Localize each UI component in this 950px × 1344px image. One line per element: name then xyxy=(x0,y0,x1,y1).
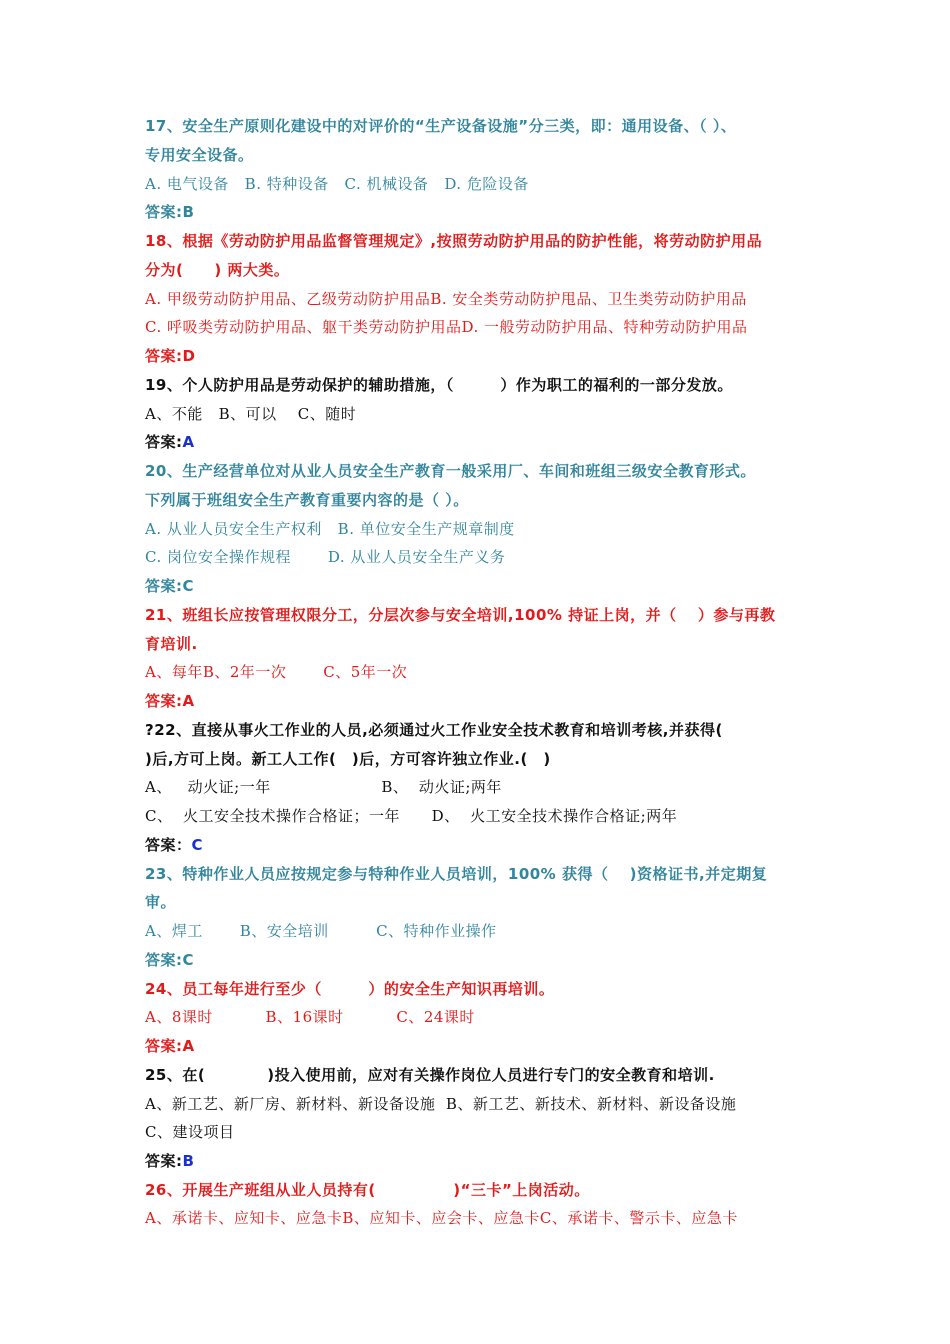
question-21-text-cont: 育培训. xyxy=(145,635,198,653)
question-26-options: A、承诺卡、应知卡、应急卡B、应知卡、应会卡、应急卡C、承诺卡、警示卡、应急卡 xyxy=(145,1209,738,1227)
question-21-text: 21、班组长应按管理权限分工，分层次参与安全培训,100% 持证上岗，并（ ）参与再教 xyxy=(145,606,776,624)
question-23-text: 23、特种作业人员应按规定参与特种作业人员培训，100% 获得（ )资格证书,并定期复 xyxy=(145,865,768,883)
question-25-text: 25、在( )投入使用前，应对有关操作岗位人员进行专门的安全教育和培训. xyxy=(145,1066,715,1084)
question-22-options-1: A、 动火证;一年 B、 动火证;两年 xyxy=(145,778,502,796)
answer-label: 答案: xyxy=(145,1152,183,1170)
question-26-text: 26、开展生产班组从业人员持有( )“三卡”上岗活动。 xyxy=(145,1181,590,1199)
answer-value: B xyxy=(182,1152,195,1170)
question-18-options-1: A. 甲级劳动防护用品、乙级劳动防护用品B. 安全类劳动防护甩品、卫生类劳动防护用品 xyxy=(145,290,747,308)
answer-value: C xyxy=(191,836,204,854)
question-22-text-cont: )后,方可上岗。新工人工作( )后，方可容许独立作业.( ) xyxy=(145,750,551,768)
question-25-options-2: C、建设项目 xyxy=(145,1123,235,1141)
question-22-answer xyxy=(145,835,825,855)
question-21-options: A、每年B、2年一次 C、5年一次 xyxy=(145,663,408,681)
question-25-answer xyxy=(145,1151,825,1171)
question-21-answer: 答案:A xyxy=(145,692,195,710)
question-24-answer: 答案:A xyxy=(145,1037,195,1055)
question-24-text: 24、员工每年进行至少（ ）的安全生产知识再培训。 xyxy=(145,980,555,998)
answer-label: 答案： xyxy=(145,836,192,854)
question-23-answer: 答案:C xyxy=(145,951,195,969)
question-20-answer: 答案:C xyxy=(145,577,195,595)
question-19-options: A、不能 B、可以 C、随时 xyxy=(145,405,357,423)
question-18-text: 18、根据《劳动防护用品监督管理规定》,按照劳动防护用品的防护性能，将劳动防护用品 xyxy=(145,232,763,250)
question-17-text: 17、安全生产原则化建设中的对评价的“生产设备设施”分三类，即：通用设备、（ ）、 xyxy=(145,117,737,135)
answer-label: 答案: xyxy=(145,347,183,365)
question-17-answer: 答案:B xyxy=(145,203,195,221)
question-25-options-1: A、新工艺、新厂房、新材料、新设备设施 B、新工艺、新技术、新材料、新设备设施 xyxy=(145,1095,737,1113)
question-23-text-cont: 审。 xyxy=(145,893,177,911)
question-18-options-2: C. 呼吸类劳动防护用品、躯干类劳动防护用品D. 一般劳动防护用品、特种劳动防护用品 xyxy=(145,318,748,336)
question-18-answer xyxy=(145,346,825,366)
answer-value: A xyxy=(182,433,195,451)
question-19-text: 19、个人防护用品是劳动保护的辅助措施，（ ）作为职工的福利的一部分发放。 xyxy=(145,376,733,394)
question-20-options-2: C. 岗位安全操作规程 D. 从业人员安全生产义务 xyxy=(145,548,506,566)
question-22-text: ?22、直接从事火工作业的人员,必须通过火工作业安全技术教育和培训考核,并获得( xyxy=(145,721,723,739)
question-17-options: A. 电气设备 B. 特种设备 C. 机械设备 D. 危险设备 xyxy=(145,175,529,193)
question-18-text-cont: 分为( ) 两大类。 xyxy=(145,261,290,279)
question-19-answer xyxy=(145,432,825,452)
answer-label: 答案: xyxy=(145,433,183,451)
question-20-text-cont: 下列属于班组安全生产教育重要内容的是（ ）。 xyxy=(145,491,469,509)
question-20-text: 20、生产经营单位对从业人员安全生产教育一般采用厂、车间和班组三级安全教育形式。 xyxy=(145,462,756,480)
question-24-options: A、8课时 B、16课时 C、24课时 xyxy=(145,1008,475,1026)
question-22-options-2: C、 火工安全技术操作合格证；一年 D、 火工安全技术操作合格证;两年 xyxy=(145,807,678,825)
question-23-options: A、焊工 B、安全培训 C、特种作业操作 xyxy=(145,922,497,940)
question-20-options-1: A. 从业人员安全生产权利 B. 单位安全生产规章制度 xyxy=(145,520,515,538)
answer-value: D xyxy=(182,347,196,365)
question-17-text-cont: 专用安全设备。 xyxy=(145,146,254,164)
